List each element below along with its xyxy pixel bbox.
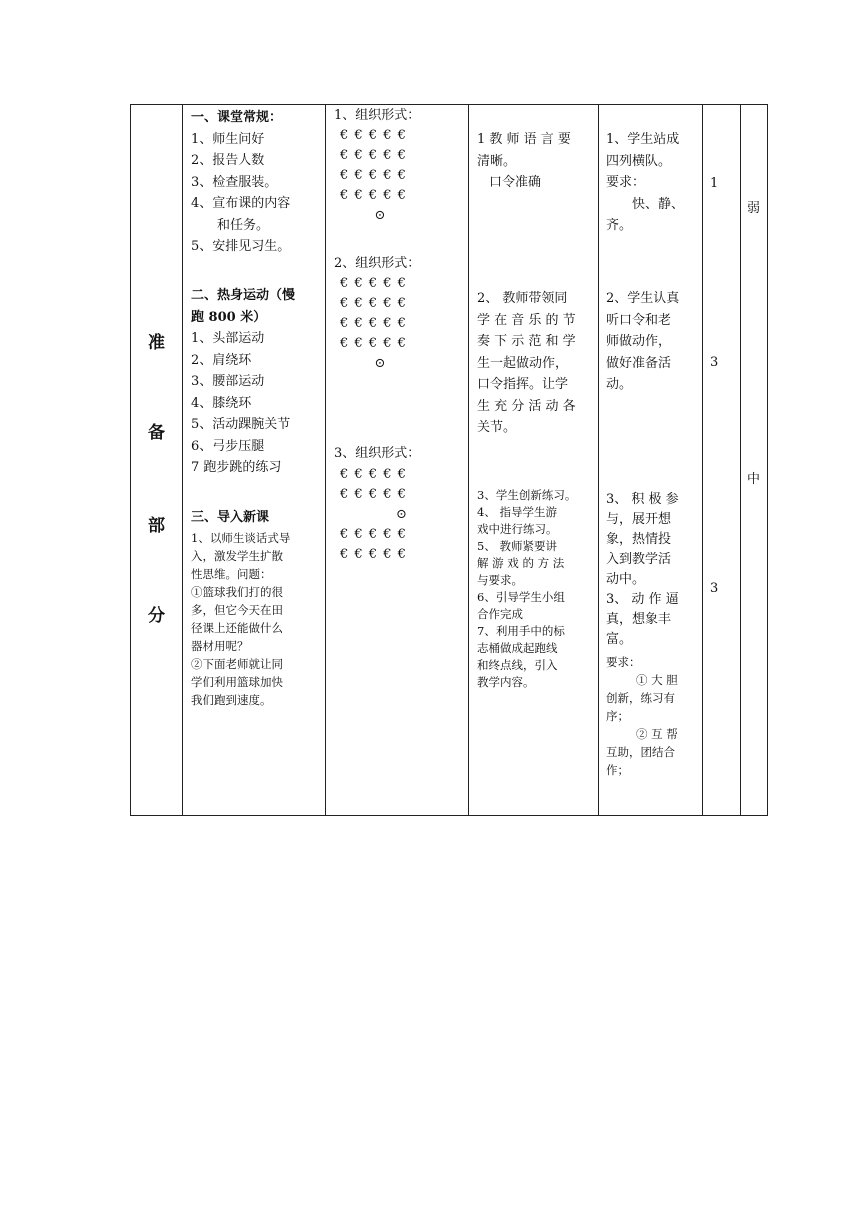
student-block-3-req (606, 653, 678, 779)
text-line: 与，展开想 (606, 512, 672, 527)
text-line: 齐。 (606, 218, 633, 233)
formation-3 (334, 443, 420, 465)
list-item: 5、安排见习生。 (191, 239, 291, 254)
text-line: 要求： (606, 655, 641, 669)
heading-intro: 三、导入新课 (191, 510, 270, 525)
intro-text (191, 529, 290, 709)
section-char: 准 (148, 333, 165, 353)
text-line: 解 游 戏 的 方 法 (477, 556, 565, 570)
intro-block (191, 507, 269, 529)
text-line: 快、静、 (632, 196, 685, 212)
text-line: 要求： (606, 175, 646, 190)
formation-row: € € € € € (340, 316, 407, 331)
text-line: ② 互 帮 (636, 727, 678, 741)
section-char: 部 (148, 516, 165, 536)
list-item: 6、弓步压腿 (191, 438, 265, 454)
text-line: 清晰。 (477, 153, 517, 169)
text-line: 做好准备活 (606, 355, 672, 371)
teacher-block-2 (477, 288, 576, 439)
text-line: 合作完成 (477, 607, 523, 621)
text-line: 教学内容。 (477, 675, 535, 689)
teacher-block-3 (477, 487, 576, 691)
list-item: 4、膝绕环 (191, 395, 252, 411)
list-item: ①篮球我们打的很 (191, 585, 283, 599)
warmup-block (191, 285, 295, 479)
text-line: 3、 动 作 逼 (606, 592, 679, 607)
text-line: 5、 教师紧要讲 (477, 539, 557, 553)
text-line: 生 充 分 活 动 各 (477, 398, 576, 414)
organization-cell (326, 105, 469, 816)
time-value: 3 (710, 581, 719, 596)
list-item: 3、腰部运动 (191, 374, 265, 389)
text-line: 序； (606, 709, 629, 723)
text-line: 象，热情投 (606, 532, 672, 547)
time-cell (703, 105, 741, 816)
text-line: 富。 (606, 632, 633, 647)
list-item: 3、检查服装。 (191, 174, 278, 190)
text-line: 志桶做成起跑线 (477, 641, 558, 655)
text-line: 听口令和老 (606, 312, 672, 328)
list-item: 我们跑到速度。 (191, 693, 272, 707)
list-item: ②下面老师就让同 (191, 657, 283, 671)
intensity-cell (741, 105, 768, 816)
text-line: 口令指挥。让学 (477, 377, 569, 392)
student-block-3 (606, 490, 679, 650)
text-line: 动中。 (606, 572, 646, 587)
text-line: 戏中进行练习。 (477, 522, 558, 536)
text-line: 2、学生认真 (606, 291, 680, 306)
list-item: 性思维。问题： (191, 567, 272, 581)
list-item: 1、以师生谈话式导 (191, 531, 291, 545)
text-line: 3、 积 极 参 (606, 492, 679, 507)
list-item: 2、肩绕环 (191, 352, 252, 368)
list-item: 2、报告人数 (191, 153, 265, 168)
text-line: 作； (606, 763, 629, 777)
text-line: 创新，练习有 (606, 691, 675, 705)
formation-title: 2、组织形式： (334, 256, 421, 271)
heading-routine: 一、课堂常规： (191, 110, 283, 125)
text-line: 学 在 音 乐 的 节 (477, 312, 576, 328)
formation-row: € € € € € (340, 128, 407, 143)
teacher-cell (469, 105, 599, 816)
formation-title: 3、组织形式： (334, 446, 421, 461)
list-item: 5、活动踝腕关节 (191, 417, 291, 432)
list-item: 4、宣布课的内容 (191, 196, 291, 211)
section-char: 备 (148, 423, 165, 443)
student-block-1 (606, 129, 684, 237)
section-char: 分 (148, 606, 165, 626)
formation-row: € € € € € (340, 296, 407, 311)
list-item: 入，激发学生扩散 (191, 549, 283, 563)
text-line: 关节。 (477, 420, 517, 435)
formation-title: 1、组织形式： (334, 108, 421, 123)
text-line: 四列横队。 (606, 153, 672, 169)
text-line: 真，想象丰 (606, 612, 672, 627)
text-line: 生一起做动作， (477, 355, 569, 371)
text-line: ① 大 胆 (636, 673, 678, 687)
text-line: 口令准确 (489, 175, 542, 190)
intensity-value: 弱 (747, 201, 761, 216)
text-line: 互助，团结合 (606, 745, 675, 759)
student-block-2 (606, 288, 679, 396)
time-value: 3 (710, 355, 719, 370)
formation-row: € € € € € (340, 336, 407, 351)
section-cell (131, 105, 183, 816)
content-cell (183, 105, 326, 816)
text-line: 师做动作， (606, 334, 672, 349)
teacher-marker-icon: ⊙ (374, 356, 387, 371)
list-item: 1、师生问好 (191, 131, 265, 147)
teacher-marker-icon: ⊙ (396, 507, 408, 522)
list-item: 和任务。 (217, 217, 270, 233)
formation-row: € € € € € (340, 168, 407, 183)
formation-2 (334, 253, 420, 275)
routine-block (191, 107, 290, 258)
text-line: 与要求。 (477, 573, 523, 587)
list-item: 1、头部运动 (191, 331, 265, 346)
heading-warmup: 二、热身运动（慢 (191, 288, 296, 303)
lesson-plan-table (130, 104, 768, 816)
text-line: 1、学生站成 (606, 132, 680, 147)
formation-row: € € € € € (340, 467, 407, 482)
formation-2-grid (340, 274, 407, 374)
formation-1-grid (340, 126, 407, 226)
formation-row: € € € € € (340, 487, 407, 502)
text-line: 2、 教师带领同 (477, 291, 568, 306)
formation-row: € € € € € (340, 276, 407, 291)
text-line: 奏 下 示 范 和 学 (477, 334, 576, 349)
formation-1 (334, 105, 420, 127)
text-line: 动。 (606, 377, 633, 392)
teacher-block-1 (477, 129, 571, 194)
text-line: 4、 指导学生游 (477, 505, 557, 519)
list-item: 多，但它今天在田 (191, 603, 283, 617)
text-line: 1 教 师 语 言 要 (477, 132, 571, 147)
teacher-marker-icon: ⊙ (374, 208, 387, 223)
time-value: 1 (710, 176, 719, 191)
text-line: 入到教学活 (606, 552, 672, 567)
list-item: 径课上还能做什么 (191, 621, 283, 635)
formation-row: € € € € € (340, 148, 407, 163)
intensity-value: 中 (747, 472, 761, 487)
text-line: 和终点线，引入 (477, 658, 558, 672)
formation-row: € € € € € (340, 527, 407, 542)
text-line: 7、利用手中的标 (477, 624, 565, 638)
student-cell (599, 105, 703, 816)
list-item: 7 跑步跳的练习 (191, 460, 282, 475)
list-item: 学们利用篮球加快 (191, 675, 283, 689)
heading-warmup-cont: 跑 800 米） (191, 309, 267, 325)
text-line: 6、引导学生小组 (477, 590, 565, 604)
list-item: 器材用呢？ (191, 639, 249, 653)
formation-row: € € € € € (340, 188, 407, 203)
text-line: 3、学生创新练习。 (477, 488, 577, 502)
formation-row: € € € € € (340, 547, 407, 562)
formation-3-grid (340, 465, 408, 565)
